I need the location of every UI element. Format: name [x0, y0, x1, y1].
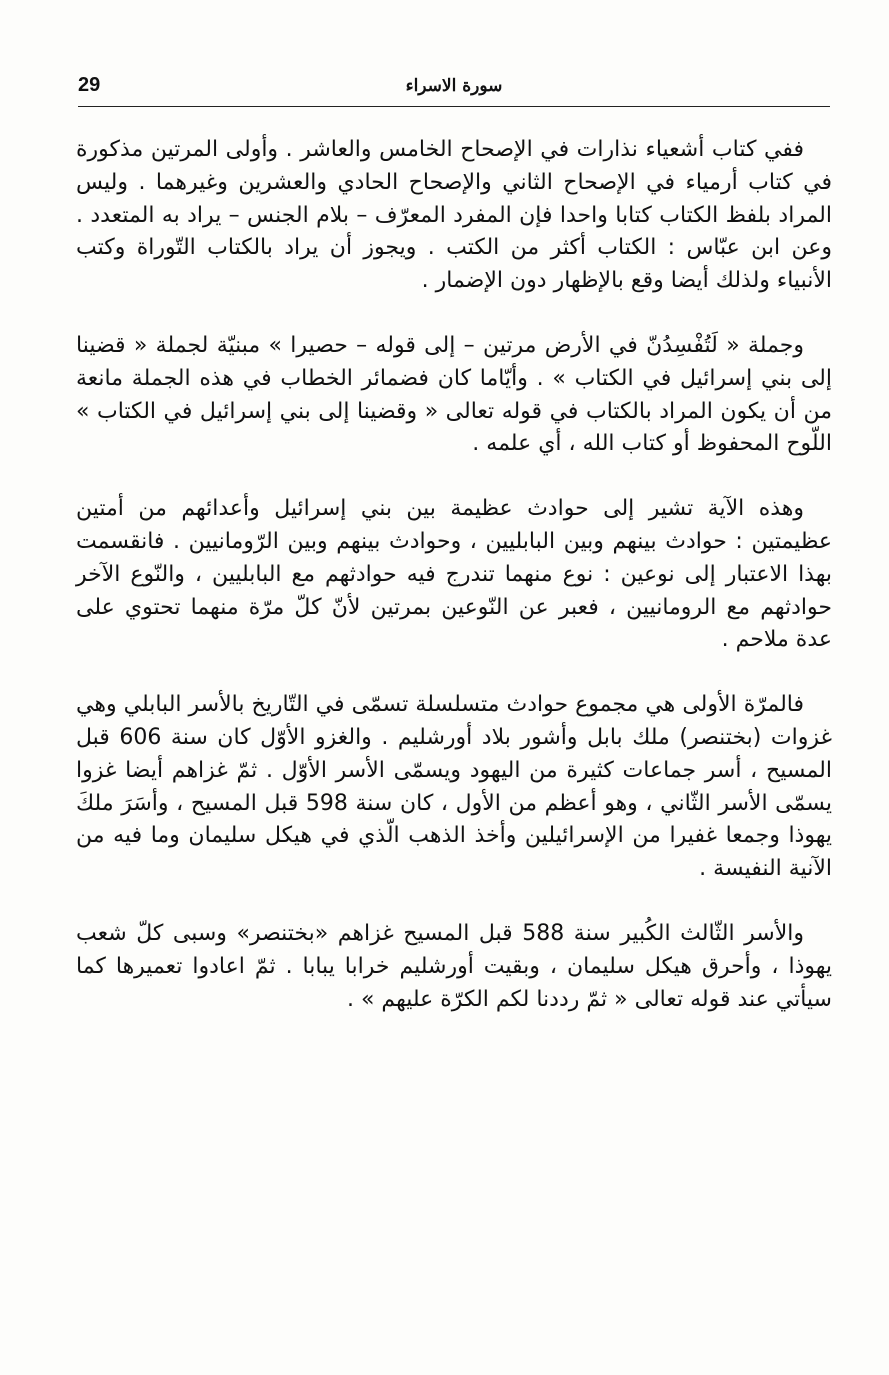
paragraph-5: والأسر الثّالث الكُبير سنة 588 قبل المسيح غزاهم «بختنصر» وسبى كلّ شعب يهوذا ، وأحرق هيكل سليمان ، وبقيت أورشليم خرابا يبابا . ثمّ اعادوا تعميرها كما سيأتي عند قوله تعالى « ثمّ رددنا لكم الكرّة عليهم » .: [76, 920, 832, 1012]
paragraph-1: ففي كتاب أشعياء نذارات في الإصحاح الخامس والعاشر . وأولى المرتين مذكورة في كتاب أرمياء في الإصحاح الثاني والإصحاح الحادي والعشرين وغيرهما . وليس المراد بلفظ الكتاب كتابا واحدا فإن المفرد المعرّف – بلام الجنس – يراد به المتعدد . وعن ابن عبّاس : الكتاب أكثر من الكتب . ويجوز أن يراد بالكتاب التّوراة وكتب الأنبياء ولذلك أيضا وقع بالإظهار دون الإضمار .: [76, 137, 832, 294]
paragraph-4: فالمرّة الأولى هي مجموع حوادث متسلسلة تسمّى في التّاريخ بالأسر البابلي وهي غزوات (بختنصر) ملك بابل وأشور بلاد أورشليم . والغزو الأوّل كان سنة 606 قبل المسيح ، أسر جماعات كثيرة من اليهود ويسمّى الأسر الأوّل . ثمّ غزاهم أيضا غزوا يسمّى الأسر الثّاني ، وهو أعظم من الأول ، كان سنة 598 قبل المسيح ، وأسَرَ ملكَ يهوذا وجمعا غفيرا من الإسرائيلين وأخذ الذهب الّذي في هيكل سليمان وما فيه من الآنية النفيسة .: [76, 692, 832, 882]
paragraph-2: وجملة « لَتُفْسِدُنّ في الأرض مرتين – إلى قوله – حصيرا » مبنيّة لجملة « قضينا إلى بني إسرائيل في الكتاب » . وأيّاما كان فضمائر الخطاب في هذه الجملة مانعة من أن يكون المراد بالكتاب في قوله تعالى « وقضينا إلى بني إسرائيل في الكتاب » اللّوح المحفوظ أو كتاب الله ، أي علمه .: [76, 332, 832, 457]
page-header: [78, 72, 830, 107]
running-title: سورة الاسراء: [405, 76, 503, 96]
body-text: [76, 134, 832, 1048]
page-number: 29: [78, 74, 101, 96]
paragraph-3: وهذه الآية تشير إلى حوادث عظيمة بين بني إسرائيل وأعدائهم من أمتين عظيمتين : حوادث بينهم وبين البابليين ، وحوادث بينهم وبين الرّومانيين . فانقسمت بهذا الاعتبار إلى نوعين : نوع منهما تندرج فيه حوادثهم مع البابليين ، والنّوع الآخر حوادثهم مع الرومانيين ، فعبر عن النّوعين بمرتين لأنّ كلّ مرّة منهما تحتوي على عدة ملاحم .: [76, 496, 832, 653]
